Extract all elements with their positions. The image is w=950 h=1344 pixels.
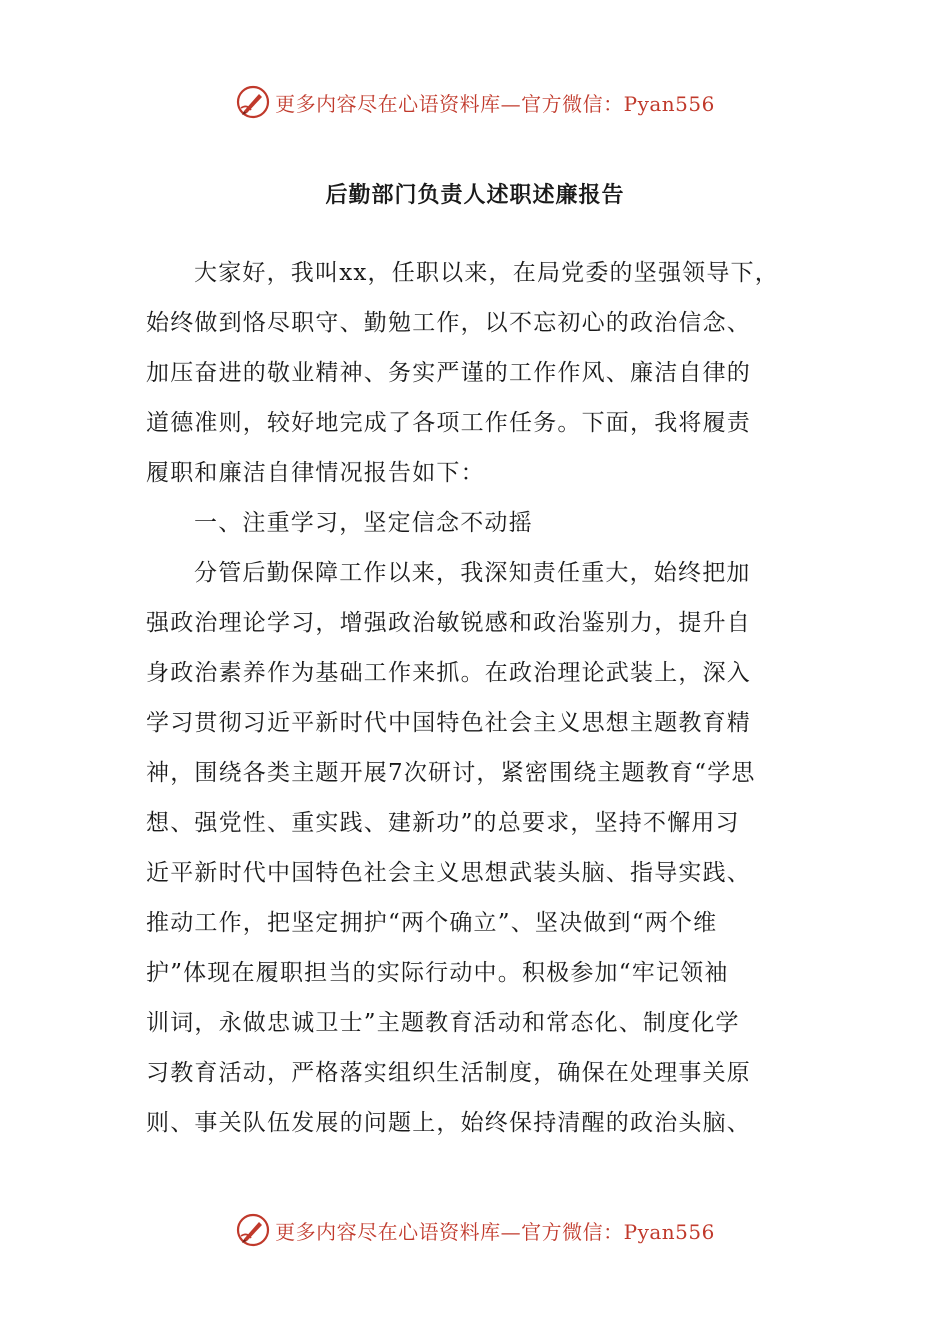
text-line: 推动工作，把坚定拥护“两个确立”、坚决做到“两个维 [146,910,718,936]
footer-banner [0,1208,950,1252]
document-title: 后勤部门负责人述职述廉报告 [325,183,625,208]
text-line: 加压奋进的敬业精神、务实严谨的工作作风、廉洁自律的 [146,360,751,386]
text-line: 神，围绕各类主题开展7次研讨，紧密围绕主题教育“学思 [146,760,756,786]
text-line: 习教育活动，严格落实组织生活制度，确保在处理事关原 [146,1060,751,1086]
text-line: 想、强党性、重实践、建新功”的总要求，坚持不懈用习 [146,810,740,836]
banner-text: 更多内容尽在心语资料库—官方微信：Pyan556 [275,91,715,116]
document-body [146,248,806,1148]
text-line: 近平新时代中国特色社会主义思想武装头脑、指导实践、 [146,860,751,886]
text-line: 大家好，我叫xx，任职以来，在局党委的坚强领导下， [194,260,779,286]
pen-circle-logo-icon [235,84,271,120]
text-line: 学习贯彻习近平新时代中国特色社会主义思想主题教育精 [146,710,751,736]
text-line: 分管后勤保障工作以来，我深知责任重大，始终把加 [194,560,751,586]
text-line: 身政治素养作为基础工作来抓。在政治理论武装上，深入 [146,660,751,686]
text-line: 强政治理论学习，增强政治敏锐感和政治鉴别力，提升自 [146,610,751,636]
text-line: 护”体现在履职担当的实际行动中。积极参加“牢记领袖 [146,960,729,986]
text-line: 履职和廉洁自律情况报告如下： [146,460,485,486]
pen-circle-logo-icon [235,1212,271,1248]
header-banner [0,80,950,124]
text-line: 一、注重学习，坚定信念不动摇 [194,510,533,536]
text-line: 训词，永做忠诚卫士”主题教育活动和常态化、制度化学 [146,1010,740,1036]
text-line: 则、事关队伍发展的问题上，始终保持清醒的政治头脑、 [146,1110,751,1136]
text-line: 道德准则，较好地完成了各项工作任务。下面，我将履责 [146,410,751,436]
text-line: 始终做到恪尽职守、勤勉工作，以不忘初心的政治信念、 [146,310,751,336]
banner-text: 更多内容尽在心语资料库—官方微信：Pyan556 [275,1219,715,1244]
